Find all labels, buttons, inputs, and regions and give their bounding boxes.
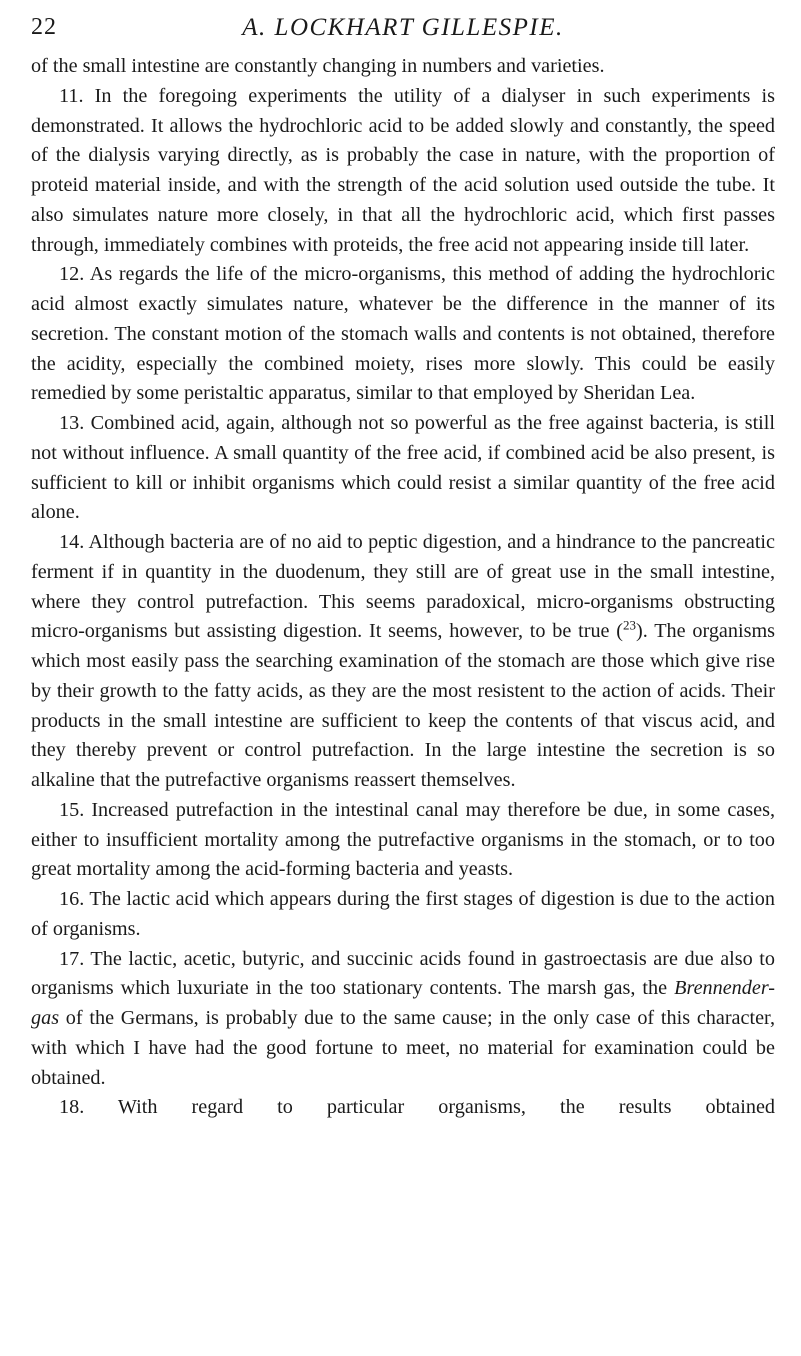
paragraph-14-text-after: ). The organisms which most easily pass the searching examination of the stomach are those which give rise by their growth to the fatty acids, as they are the most resistent to the action of acids. Their products in the small intestine are sufficient to keep the contents of that viscus acid, and they thereby prevent or control putrefaction. In the large intestine the secretion is so alkaline that the putrefactive organisms reassert themselves.: [31, 620, 775, 791]
paragraph-14-text-before: 14. Although bacteria are of no aid to peptic digestion, and a hindrance to the pancreatic ferment if in quantity in the duodenum, they still are of great use in the small intestine, where they control putrefaction. This seems paradoxical, micro-organisms obstructing micro-organisms but assisting digestion. It seems, however, to be true (: [31, 531, 775, 643]
page-number: 22: [31, 14, 57, 40]
paragraph-continuation: of the small intestine are constantly changing in numbers and varieties.: [31, 55, 605, 77]
reference-superscript: 23: [623, 617, 637, 633]
paragraph-14: [31, 528, 775, 796]
running-header: [31, 8, 775, 48]
body-text: [31, 52, 775, 1123]
paragraph-17-text-before: 17. The lactic, acetic, butyric, and succinic acids found in gastroectasis are due also to organisms which luxuriate in the too stationary contents. The marsh gas, the: [31, 947, 775, 1000]
paragraph-17: [31, 945, 775, 1094]
paragraph-12: 12. As regards the life of the micro-organisms, this method of adding the hydrochloric acid almost exactly simulates nature, whatever be the difference in the manner of its secretion. The constant motion of the stomach walls and contents is not obtained, therefore the acidity, especially the combined moiety, rises more slowly. This could be easily remedied by some peristaltic apparatus, similar to that employed by Sheridan Lea.: [31, 263, 775, 405]
paragraph-11: 11. In the foregoing experiments the utility of a dialyser in such experiments is demonstrated. It allows the hydrochloric acid to be added slowly and constantly, the speed of the dialysis varying directly, as is probably the case in nature, with the proportion of proteid material inside, and with the strength of the acid solution used outside the tube. It also simulates nature more closely, in that all the hydrochloric acid, which first passes through, immediately combines with proteids, the free acid not appearing inside till later.: [31, 84, 775, 256]
paragraph-18: 18. With regard to particular organisms, the results obtained: [59, 1096, 775, 1119]
paragraph-13: 13. Combined acid, again, although not so powerful as the free against bacteria, is still not without influence. A small quantity of the free acid, if combined acid be also present, is sufficient to kill or inhibit organisms which could resist a similar quantity of the free acid alone.: [31, 412, 775, 524]
italic-term: Brennender-gas: [31, 977, 775, 1029]
paragraph-16: 16. The lactic acid which appears during the first stages of digestion is due to the action of organisms.: [31, 888, 775, 940]
paragraph-17-text-after: of the Germans, is probably due to the same cause; in the only case of this character, with which I have had the good fortune to meet, no material for examination could be obtained.: [31, 1007, 775, 1089]
running-title: A. LOCKHART GILLESPIE.: [242, 14, 564, 41]
paragraph-15: 15. Increased putrefaction in the intestinal canal may therefore be due, in some cases, either to insufficient mortality among the putrefactive organisms in the stomach, or to too great mortality among the acid-forming bacteria and yeasts.: [31, 798, 775, 881]
